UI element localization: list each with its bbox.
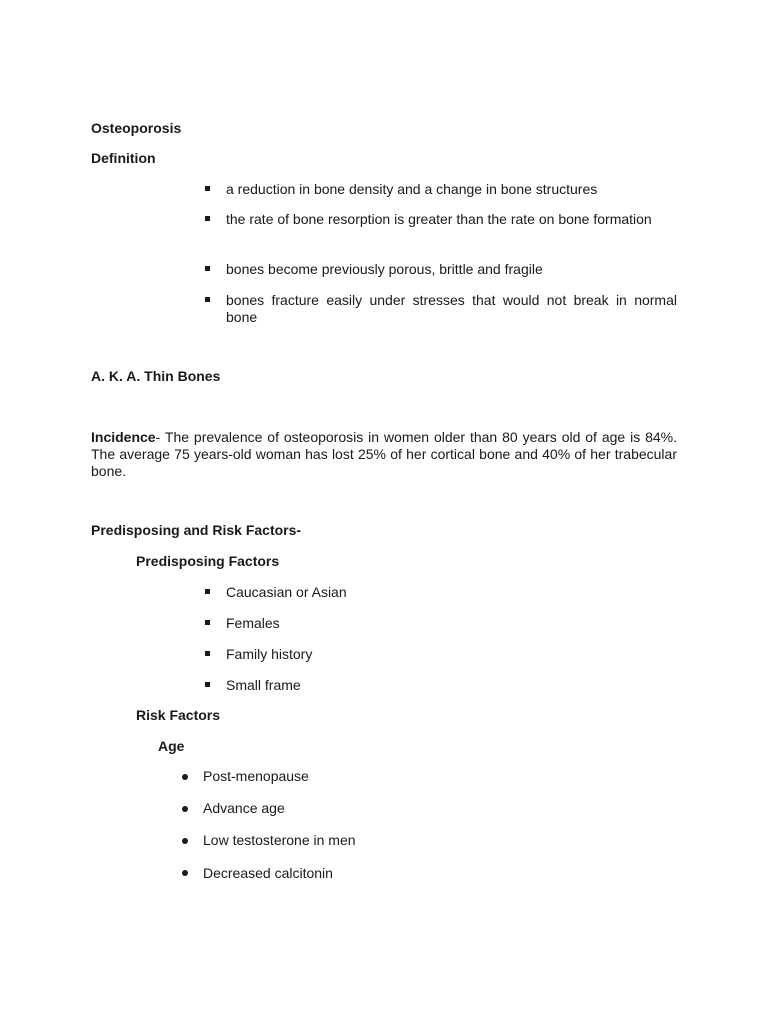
square-bullet-icon [205, 589, 210, 594]
definition-item: the rate of bone resorption is greater than the rate on bone formation [226, 211, 652, 227]
round-bullet-icon [182, 870, 188, 876]
predisposing-item: Caucasian or Asian [226, 584, 347, 600]
predisposing-item: Females [226, 615, 280, 631]
age-item: Advance age [203, 800, 285, 816]
age-item: Low testosterone in men [203, 832, 356, 848]
square-bullet-icon [205, 620, 210, 625]
incidence-text: - The prevalence of osteoporosis in women older than 80 years old of age is 84%. The average 75 years-old woman has lost 25% of her cortical bone and 40% of her trabecular bone. [91, 429, 677, 479]
square-bullet-icon [205, 651, 210, 656]
incidence-label: Incidence [91, 429, 156, 445]
definition-item: a reduction in bone density and a change in bone structures [226, 181, 598, 197]
incidence-paragraph [91, 429, 677, 480]
predisposing-item: Small frame [226, 677, 301, 693]
predisposing-heading: Predisposing Factors [136, 553, 280, 569]
square-bullet-icon [205, 266, 210, 271]
round-bullet-icon [182, 806, 188, 812]
square-bullet-icon [205, 186, 210, 191]
risk-factors-heading: Risk Factors [136, 707, 221, 723]
predisposing-item: Family history [226, 646, 313, 662]
definition-item: bones become previously porous, brittle and fragile [226, 261, 543, 277]
round-bullet-icon [182, 774, 188, 780]
definition-item: bones fracture easily under stresses that would not break in normal bone [226, 292, 677, 325]
square-bullet-icon [205, 297, 210, 302]
risk-section-heading: Predisposing and Risk Factors- [91, 522, 302, 538]
square-bullet-icon [205, 216, 210, 221]
age-item: Decreased calcitonin [203, 865, 333, 881]
document-title: Osteoporosis [91, 120, 182, 136]
age-item: Post-menopause [203, 768, 309, 784]
age-heading: Age [158, 738, 185, 754]
square-bullet-icon [205, 682, 210, 687]
definition-heading: Definition [91, 150, 156, 166]
round-bullet-icon [182, 838, 188, 844]
aka-heading: A. K. A. Thin Bones [91, 368, 221, 384]
